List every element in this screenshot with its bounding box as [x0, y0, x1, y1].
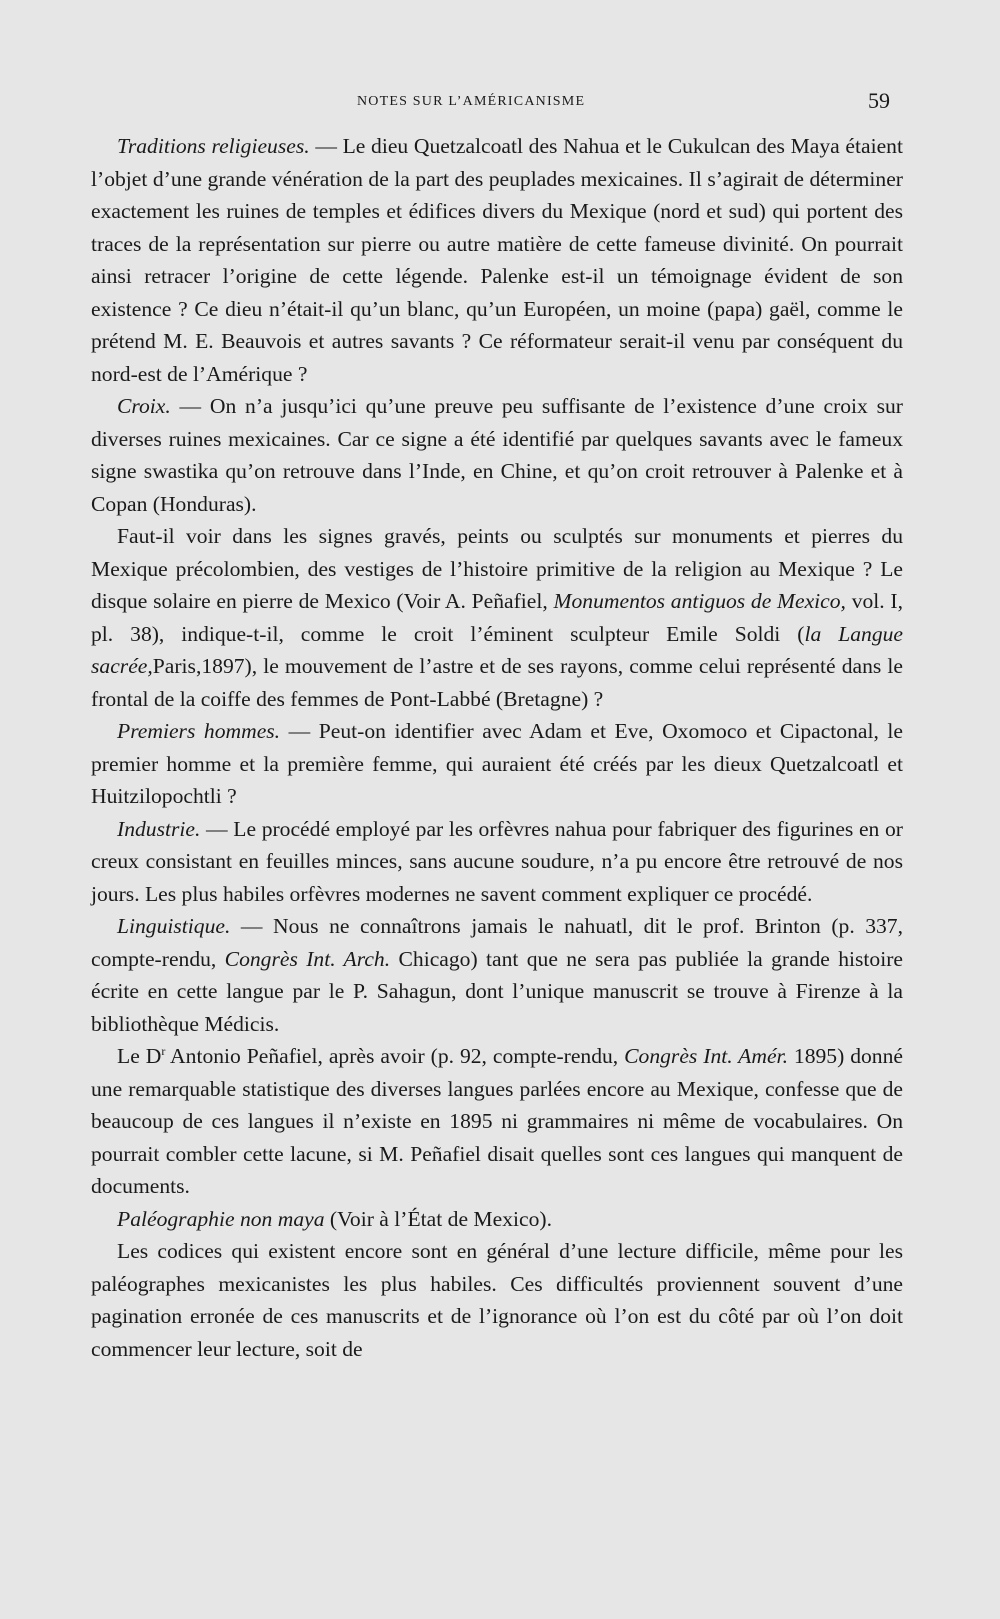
paragraph-text: Antonio Peñafiel, après avoir (p. 92, compte-rendu, — [165, 1044, 625, 1068]
section-title: Croix. — [117, 394, 171, 418]
paragraph-industrie — [91, 813, 903, 911]
page-number: 59 — [868, 88, 890, 113]
paragraph-traditions — [91, 130, 903, 390]
superscript: r — [161, 1043, 166, 1058]
paragraph-text: vol. I, pl. 38), indique-t-il, comme le croit l’éminent sculpteur Emile Soldi ( — [91, 589, 904, 646]
page-header — [0, 88, 1000, 118]
paragraph-croix — [91, 390, 903, 520]
paragraph-linguistique — [91, 910, 903, 1040]
book-title: la Langue sacrée, — [91, 621, 904, 678]
book-title: Monumentos antiguos de Mexico, — [553, 589, 846, 613]
paragraph-codices — [91, 1235, 903, 1365]
paragraph-text: Chicago) tant que ne sera pas publiée la grande histoire écrite en cette langue par le P. Sahagun, dont l’unique manuscrit se trouve à Firenze à la bibliothèque Médicis. — [91, 946, 903, 1036]
section-title: Linguistique. — [117, 914, 231, 938]
section-title: Industrie. — [117, 816, 201, 841]
paragraph-text: — Le procédé employé par les orfèvres nahua pour fabriquer des figurines en or creux consistant en feuilles minces, sans aucune soudure, n’a pu encore être retrouvé de nos jours. Les plus habiles orfèvres modernes ne savent comment expliquer ce procédé. — [91, 816, 903, 906]
paragraph-text: — On n’a jusqu’ici qu’une preuve peu suffisante de l’existence d’une croix sur diverses ruines mexicaines. Car ce signe a été identifié par quelques savants avec le fameux signe swastika qu’on retrouve dans l’Inde, en Chine, et qu’on croit retrouver à Palenke et à Copan (Honduras). — [91, 394, 903, 516]
section-title: Paléographie non maya — [117, 1206, 325, 1231]
paragraph-text: (Voir à l’État de Mexico). — [324, 1206, 552, 1231]
book-title: Congrès Int. Amér. — [624, 1044, 788, 1068]
running-head: NOTES SUR L’AMÉRICANISME — [357, 94, 586, 109]
paragraph-text: Faut-il voir dans les signes gravés, peints ou sculptés sur monuments et pierres du Mexique précolombien, des vestiges de l’histoire primitive de la religion au Mexique ? Le disque solaire en pierre de Mexico (Voir A. Peñafiel, — [91, 524, 903, 613]
page-body — [91, 130, 903, 1365]
paragraph-text: Les codices qui existent encore sont en général d’une lecture difficile, même pour les paléographes mexicanistes les plus habiles. Ces difficultés proviennent souvent d’une pagination erronée de ces manuscrits et de l’ignorance où l’on est du côté par où l’on doit commencer leur lecture, soit de — [91, 1239, 903, 1361]
paragraph-text: — Le dieu Quetzalcoatl des Nahua et le Cukulcan des Maya étaient l’objet d’une grande vénération de la part des peuplades mexicaines. Il s’agirait de déterminer exactement les ruines de temples et édifices divers du Mexique (nord et sud) qui portent des traces de la représentation sur pierre ou autre matière de cette fameuse divinité. On pourrait ainsi retracer l’origine de cette légende. Palenke est-il un témoignage évident de son existence ? Ce dieu n’était-il qu’un blanc, qu’un Européen, un moine (papa) gaël, comme le prétend M. E. Beauvois et autres savants ? Ce réformateur serait-il venu par conséquent du nord-est de l’Amérique ? — [91, 134, 903, 386]
section-title: Premiers hommes. — [117, 719, 281, 743]
book-title: Congrès Int. Arch. — [224, 946, 391, 971]
section-title: Traditions religieuses. — [117, 134, 310, 158]
paragraph-text: Paris,1897), le mouvement de l’astre et de ses rayons, comme celui représenté dans le frontal de la coiffe des femmes de Pont-Labbé (Bretagne) ? — [91, 654, 903, 711]
paragraph-text: 1895) donné une remarquable statistique des diverses langues parlées encore au Mexique, confesse que de beaucoup de ces langues il n’existe en 1895 ni grammaires ni même de vocabulaires. On pourrait combler cette lacune, si M. Peñafiel disait quelles sont ces langues qui manquent de documents. — [91, 1044, 903, 1198]
paragraph-penafiel — [91, 1040, 903, 1203]
paragraph-text: — Nous ne connaîtrons jamais le nahuatl, dit le prof. Brinton (p. 337, compte-rendu, — [91, 914, 903, 971]
paragraph-paleographie — [91, 1203, 903, 1236]
paragraph-text: — Peut-on identifier avec Adam et Eve, Oxomoco et Cipactonal, le premier homme et la première femme, qui auraient été créés par les dieux Quetzalcoatl et Huitzilopochtli ? — [91, 719, 903, 808]
paragraph-premiers-hommes — [91, 715, 903, 813]
paragraph-text: Le D — [117, 1044, 162, 1068]
paragraph-signes — [91, 520, 903, 715]
